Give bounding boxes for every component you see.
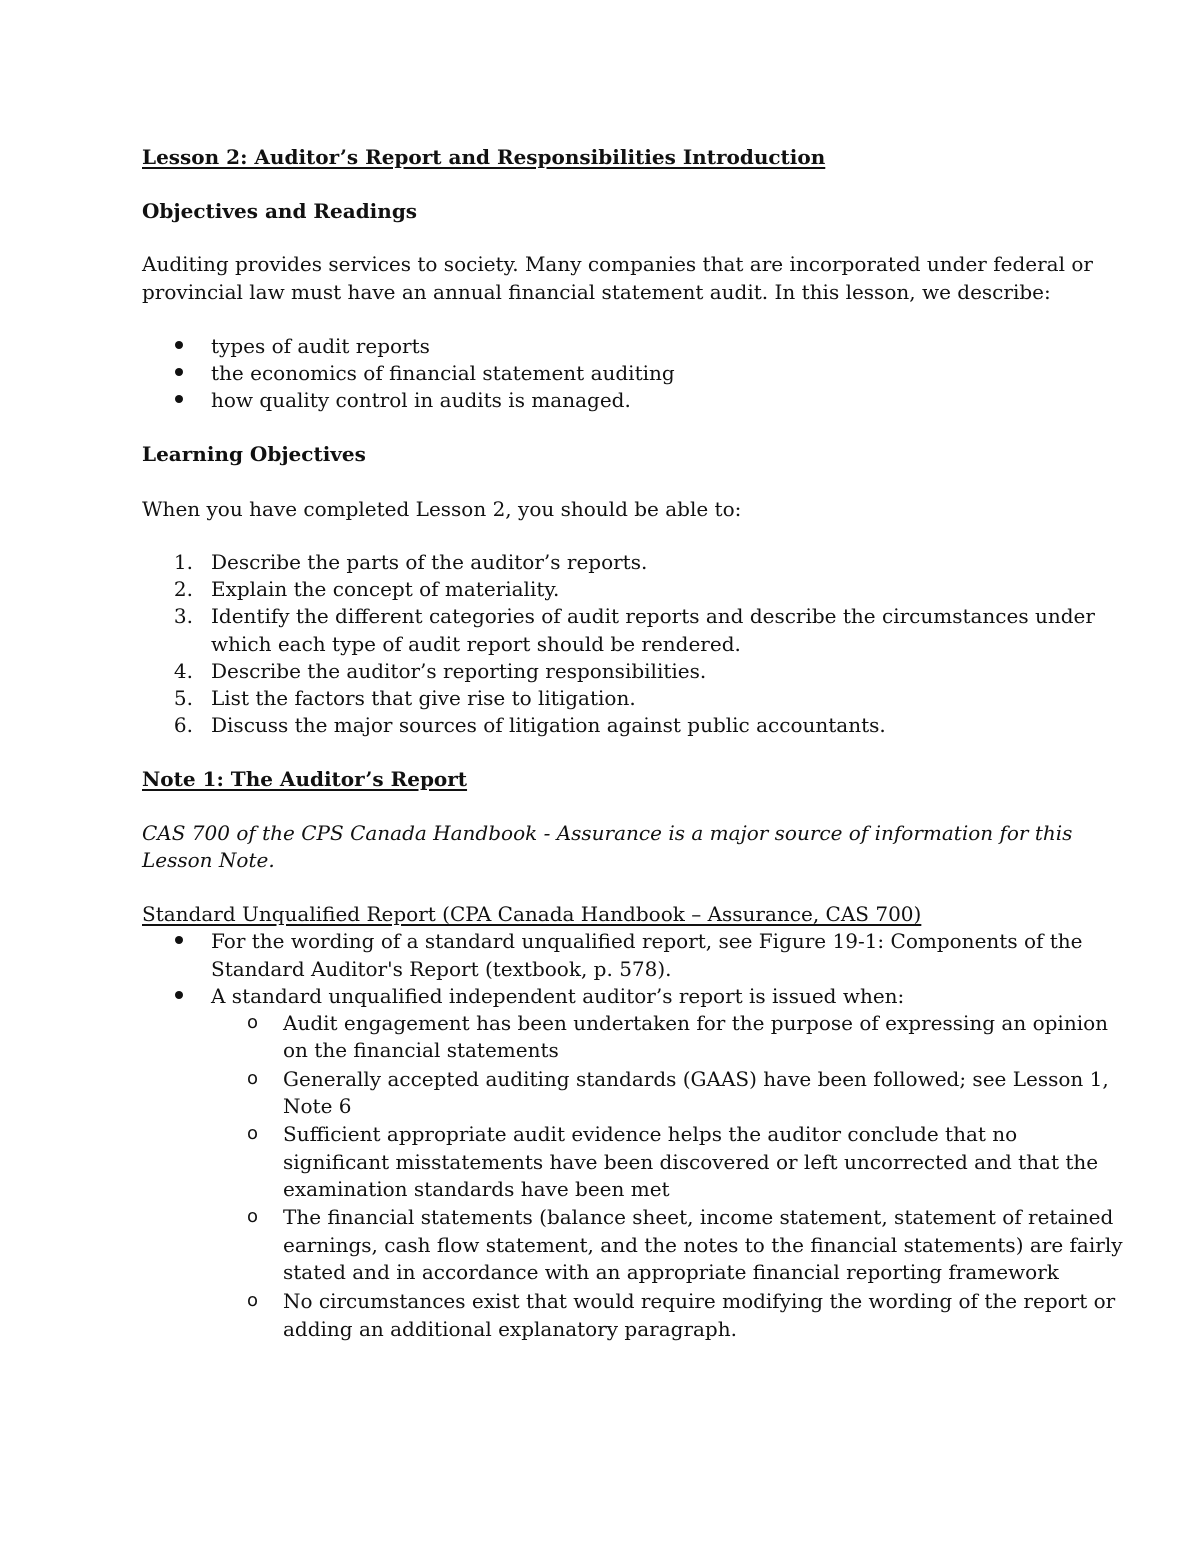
circle-bullet-icon: o — [247, 1068, 259, 1089]
describe-item: how quality control in audits is managed. — [211, 388, 631, 412]
objective-number: 5. — [173, 686, 193, 710]
objective-number: 2. — [173, 577, 193, 601]
objective-item: Identify the different categories of audit reports and describe the circumstances under — [211, 604, 1095, 628]
condition-item: Audit engagement has been undertaken for the purpose of expressing an opinion — [283, 1011, 1109, 1035]
objective-number: 6. — [173, 713, 193, 737]
bullet-icon — [175, 936, 183, 944]
condition-item: No circumstances exist that would require modifying the wording of the report or — [283, 1289, 1116, 1313]
learning-heading: Learning Objectives — [142, 442, 366, 466]
objective-item: Explain the concept of materiality. — [211, 577, 560, 601]
circle-bullet-icon: o — [247, 1012, 259, 1033]
bullet-icon — [175, 395, 183, 403]
condition-item-continued: stated and in accordance with an appropriate financial reporting framework — [283, 1260, 1059, 1284]
objective-number: 1. — [173, 550, 193, 574]
bullet-icon — [175, 991, 183, 999]
objective-number: 4. — [173, 659, 193, 683]
note1-heading: Note 1: The Auditor’s Report — [142, 767, 468, 791]
condition-item-continued: earnings, cash flow statement, and the notes to the financial statements) are fairly — [283, 1233, 1123, 1257]
objective-item: Discuss the major sources of litigation against public accountants. — [211, 713, 886, 737]
condition-item: Generally accepted auditing standards (GAAS) have been followed; see Lesson 1, — [283, 1067, 1109, 1091]
condition-item-continued: significant misstatements have been discovered or left uncorrected and that the — [283, 1150, 1099, 1174]
learning-intro: When you have completed Lesson 2, you should be able to: — [142, 497, 742, 521]
condition-item-continued: on the financial statements — [283, 1038, 559, 1062]
circle-bullet-icon: o — [247, 1290, 259, 1311]
objective-number: 3. — [173, 604, 193, 628]
note1-source-line-2: Lesson Note. — [142, 848, 275, 872]
condition-item-continued: Note 6 — [283, 1094, 352, 1118]
condition-item: The financial statements (balance sheet, income statement, statement of retained — [283, 1205, 1114, 1229]
note1-source-line-1: CAS 700 of the CPS Canada Handbook - Assurance is a major source of information for this — [142, 821, 1073, 845]
standard-bullet-continued: Standard Auditor's Report (textbook, p. 578). — [211, 957, 672, 981]
condition-item-continued: examination standards have been met — [283, 1177, 670, 1201]
intro-line-2: provincial law must have an annual financial statement audit. In this lesson, we describe: — [142, 280, 1051, 304]
condition-item: Sufficient appropriate audit evidence helps the auditor conclude that no — [283, 1122, 1018, 1146]
objective-item: List the factors that give rise to litigation. — [211, 686, 636, 710]
circle-bullet-icon: o — [247, 1206, 259, 1227]
bullet-icon — [175, 368, 183, 376]
objective-item-continued: which each type of audit report should be rendered. — [211, 632, 741, 656]
describe-item: the economics of financial statement auditing — [211, 361, 675, 385]
standard-bullet: For the wording of a standard unqualified report, see Figure 19-1: Components of the — [211, 929, 1083, 953]
objectives-heading: Objectives and Readings — [142, 199, 418, 223]
lesson-title: Lesson 2: Auditor’s Report and Responsibilities Introduction — [142, 145, 826, 169]
standard-report-heading: Standard Unqualified Report (CPA Canada Handbook – Assurance, CAS 700) — [142, 902, 922, 926]
standard-bullet: A standard unqualified independent auditor’s report is issued when: — [211, 984, 905, 1008]
intro-line-1: Auditing provides services to society. Many companies that are incorporated under federal or — [142, 252, 1093, 276]
condition-item-continued: adding an additional explanatory paragraph. — [283, 1317, 737, 1341]
bullet-icon — [175, 341, 183, 349]
objective-item: Describe the auditor’s reporting responsibilities. — [211, 659, 707, 683]
describe-item: types of audit reports — [211, 334, 430, 358]
objective-item: Describe the parts of the auditor’s reports. — [211, 550, 648, 574]
circle-bullet-icon: o — [247, 1123, 259, 1144]
